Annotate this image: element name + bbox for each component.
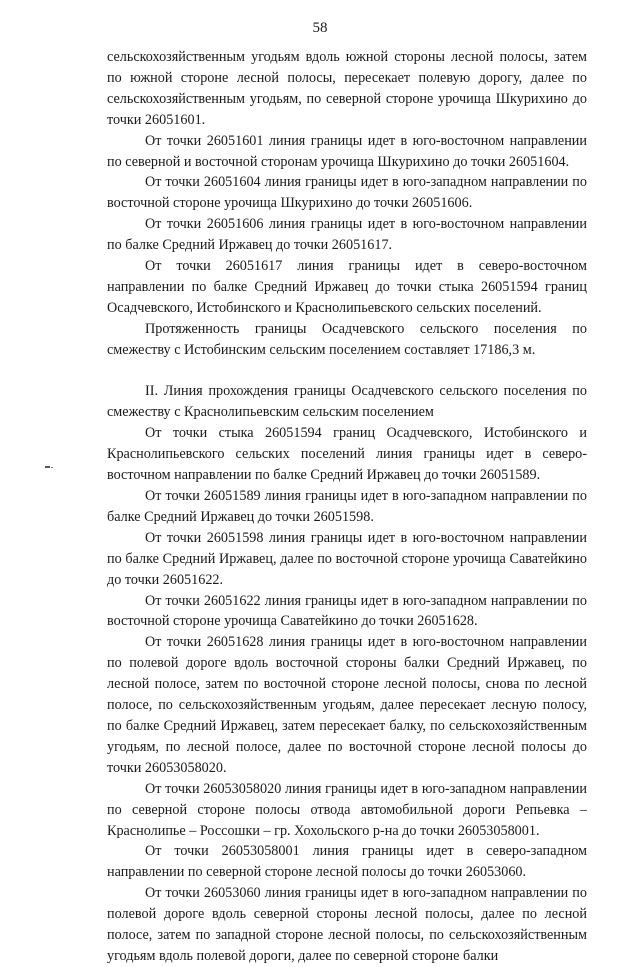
paragraph: От точки 26051601 линия границы идет в юго-восточном направлении по северной и восточной сторонам урочища Шкурихино до точки 26051604.	[107, 132, 587, 170]
paragraph-continuation: сельскохозяйственным угодьям вдоль южной стороны лесной полосы, затем по южной стороне лесной полосы, пересекает полевую дорогу, далее по сельскохозяйственным угодьям, по северной стороне урочища Шкурихино до точки 26051601.	[107, 49, 587, 128]
paragraph: От точки 26051604 линия границы идет в юго-западном направлении по восточной стороне урочища Шкурихино до точки 26051606.	[107, 174, 587, 212]
paragraph: От точки 26053058020 линия границы идет в юго-западном направлении по северной стороне полосы отвода автомобильной дороги Репьевка – Краснолипье – Россошки – гр. Хохольского р-на до точки 26053058001.	[107, 780, 587, 839]
paragraph: От точки 26051617 линия границы идет в северо-восточном направлении по балке Средний Иржавец до точки стыка 26051594 границ Осадчевского, Истобинского и Краснолипьевского сельских поселений.	[107, 258, 587, 316]
margin-mark	[45, 466, 50, 468]
margin-mark-dot	[51, 467, 53, 468]
paragraph: От точки 26051598 линия границы идет в юго-восточном направлении по балке Средний Иржавец, далее по восточной стороне урочища Саватейкино до точки 26051622.	[107, 529, 587, 588]
paragraph: От точки 26051589 линия границы идет в юго-западном направлении по балке Средний Иржавец до точки 26051598.	[107, 488, 587, 525]
paragraph: От точки 26051628 линия границы идет в юго-восточном направлении по полевой дороге вдоль восточной стороны балки Средний Иржавец, по лесной полосе, затем по восточной стороне лесной полосы, снова по лесной полосе, по сельскохозяйственным угодьям, далее пересекает лесную полосу, по балке Средний Иржавец, затем пересекает балку, по сельскохозяйственным угодьям, по лесной полосе, далее по восточной стороне лесной полосы до точки 26053058020.	[107, 634, 587, 776]
document-body	[107, 47, 587, 967]
paragraph: От точки 26053058001 линия границы идет в северо-западном направлении по северной стороне лесной полосы до точки 26053060.	[107, 843, 587, 881]
paragraph: От точки 26051622 линия границы идет в юго-западном направлении по восточной стороне урочища Саватейкино до точки 26051628.	[107, 592, 587, 630]
section-heading: II. Линия прохождения границы Осадчевского сельского поселения по смежеству с Краснолипьевским сельским поселением	[107, 383, 587, 421]
page-number: 58	[312, 20, 328, 36]
paragraph: От точки стыка 26051594 границ Осадчевского, Истобинского и Краснолипьевского сельских поселений линия границы идет в северо-восточном направлении по балке Средний Иржавец до точки 26051589.	[107, 425, 587, 484]
paragraph-length-summary: Протяженность границы Осадчевского сельского поселения по смежеству с Истобинским сельским поселением составляет 17186,3 м.	[107, 320, 587, 358]
paragraph: От точки 26053060 линия границы идет в юго-западном направлении по полевой дороге вдоль северной стороны лесной полосы, далее по лесной полосе, затем по западной стороне лесной полосы, по сельскохозяйственным угодьям вдоль полевой дороги, далее по северной стороне балки	[107, 885, 587, 964]
paragraph: От точки 26051606 линия границы идет в юго-восточном направлении по балке Средний Иржавец до точки 26051617.	[107, 216, 587, 254]
